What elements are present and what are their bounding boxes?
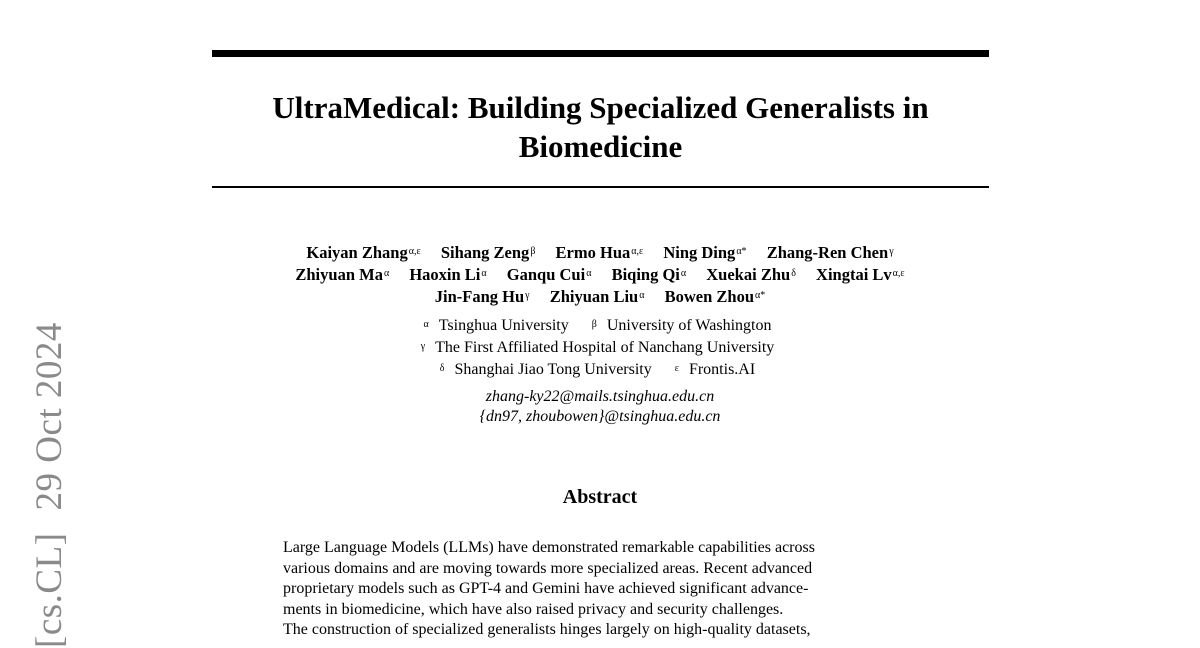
abstract-line: various domains and are moving towards more specialized areas. Recent advanced <box>283 559 813 577</box>
affiliation-line <box>300 315 900 337</box>
author: Xuekai Zhu$^\delta$ <box>706 265 796 284</box>
affiliation: $^\alpha$ Tsinghua University <box>423 317 569 334</box>
abstract-line: Large Language Models (LLMs) have demonstrated remarkable capabilities across <box>283 539 815 556</box>
affiliation-line <box>300 359 900 381</box>
arxiv-category: [cs.CL] <box>29 532 70 648</box>
author: Zhiyuan $Ma^\alpha$ <box>295 265 390 284</box>
contact-emails <box>300 387 900 427</box>
affiliation: $^\beta$ University of Washington <box>591 317 772 334</box>
abstract-line: proprietary models such as GPT-4 and Gemini have achieved significant advance- <box>283 580 809 597</box>
author: Ganqu Cui$^\alpha$ <box>506 265 592 284</box>
affiliations <box>300 315 900 381</box>
author: Zhiyuan Liu$^\alpha$ <box>549 287 645 306</box>
title-line-2: Biomedicine <box>518 129 683 164</box>
email[interactable]: zhang-ky22@mails.tsinghua.edu.cn <box>485 388 715 405</box>
author: Ning Ding$^{\alpha*}$ <box>663 243 747 262</box>
author-row-1 <box>200 242 1000 264</box>
title-rule <box>212 186 989 188</box>
abstract-heading: Abstract <box>562 486 638 508</box>
author: Zhang-Ren Chen$^\gamma$ <box>766 243 894 262</box>
author: Biqing $Qi^\alpha$ <box>611 265 687 284</box>
author: Ermo Hua$^{\alpha,\varepsilon}$ <box>555 243 644 262</box>
email[interactable]: {dn97, zhoubowen}@tsinghua.edu.cn <box>479 408 721 425</box>
paper-title <box>212 88 989 166</box>
abstract-body <box>283 538 919 641</box>
arxiv-date: 29 Oct 2024 <box>29 322 70 511</box>
affiliation: $^\delta$ Shanghai Jiao Tong University <box>439 361 652 378</box>
affiliation-line <box>300 337 900 359</box>
affiliation: $^\varepsilon$ Frontis.AI <box>674 361 756 378</box>
author: Xingtai $Lv^{\alpha,\varepsilon}$ <box>816 265 905 284</box>
author: Haoxin $Li^\alpha$ <box>409 265 487 284</box>
abstract-line: ments in biomedicine, which have also raised privacy and security challenges. <box>283 600 784 618</box>
author: Jin-Fang $Hu^\gamma$ <box>434 287 530 306</box>
author: Bowen Zhou$^{\alpha*}$ <box>664 287 766 306</box>
author: Kaiyan Zhang$^{\alpha,\varepsilon}$ <box>306 243 421 262</box>
author: Sihang Zeng$^\beta$ <box>440 243 536 262</box>
top-rule <box>212 50 989 57</box>
author-row-2 <box>200 264 1000 286</box>
author-row-3 <box>200 286 1000 308</box>
abstract-line: The construction of specialized generalists hinges largely on high-quality datasets, <box>283 621 811 638</box>
arxiv-stamp <box>28 300 71 648</box>
title-line-1: UltraMedical: Building Specialized Generalists in <box>272 90 929 125</box>
affiliation: $^\gamma$ The First Affiliated Hospital of Nanchang University <box>420 339 775 356</box>
author-list <box>200 242 1000 308</box>
